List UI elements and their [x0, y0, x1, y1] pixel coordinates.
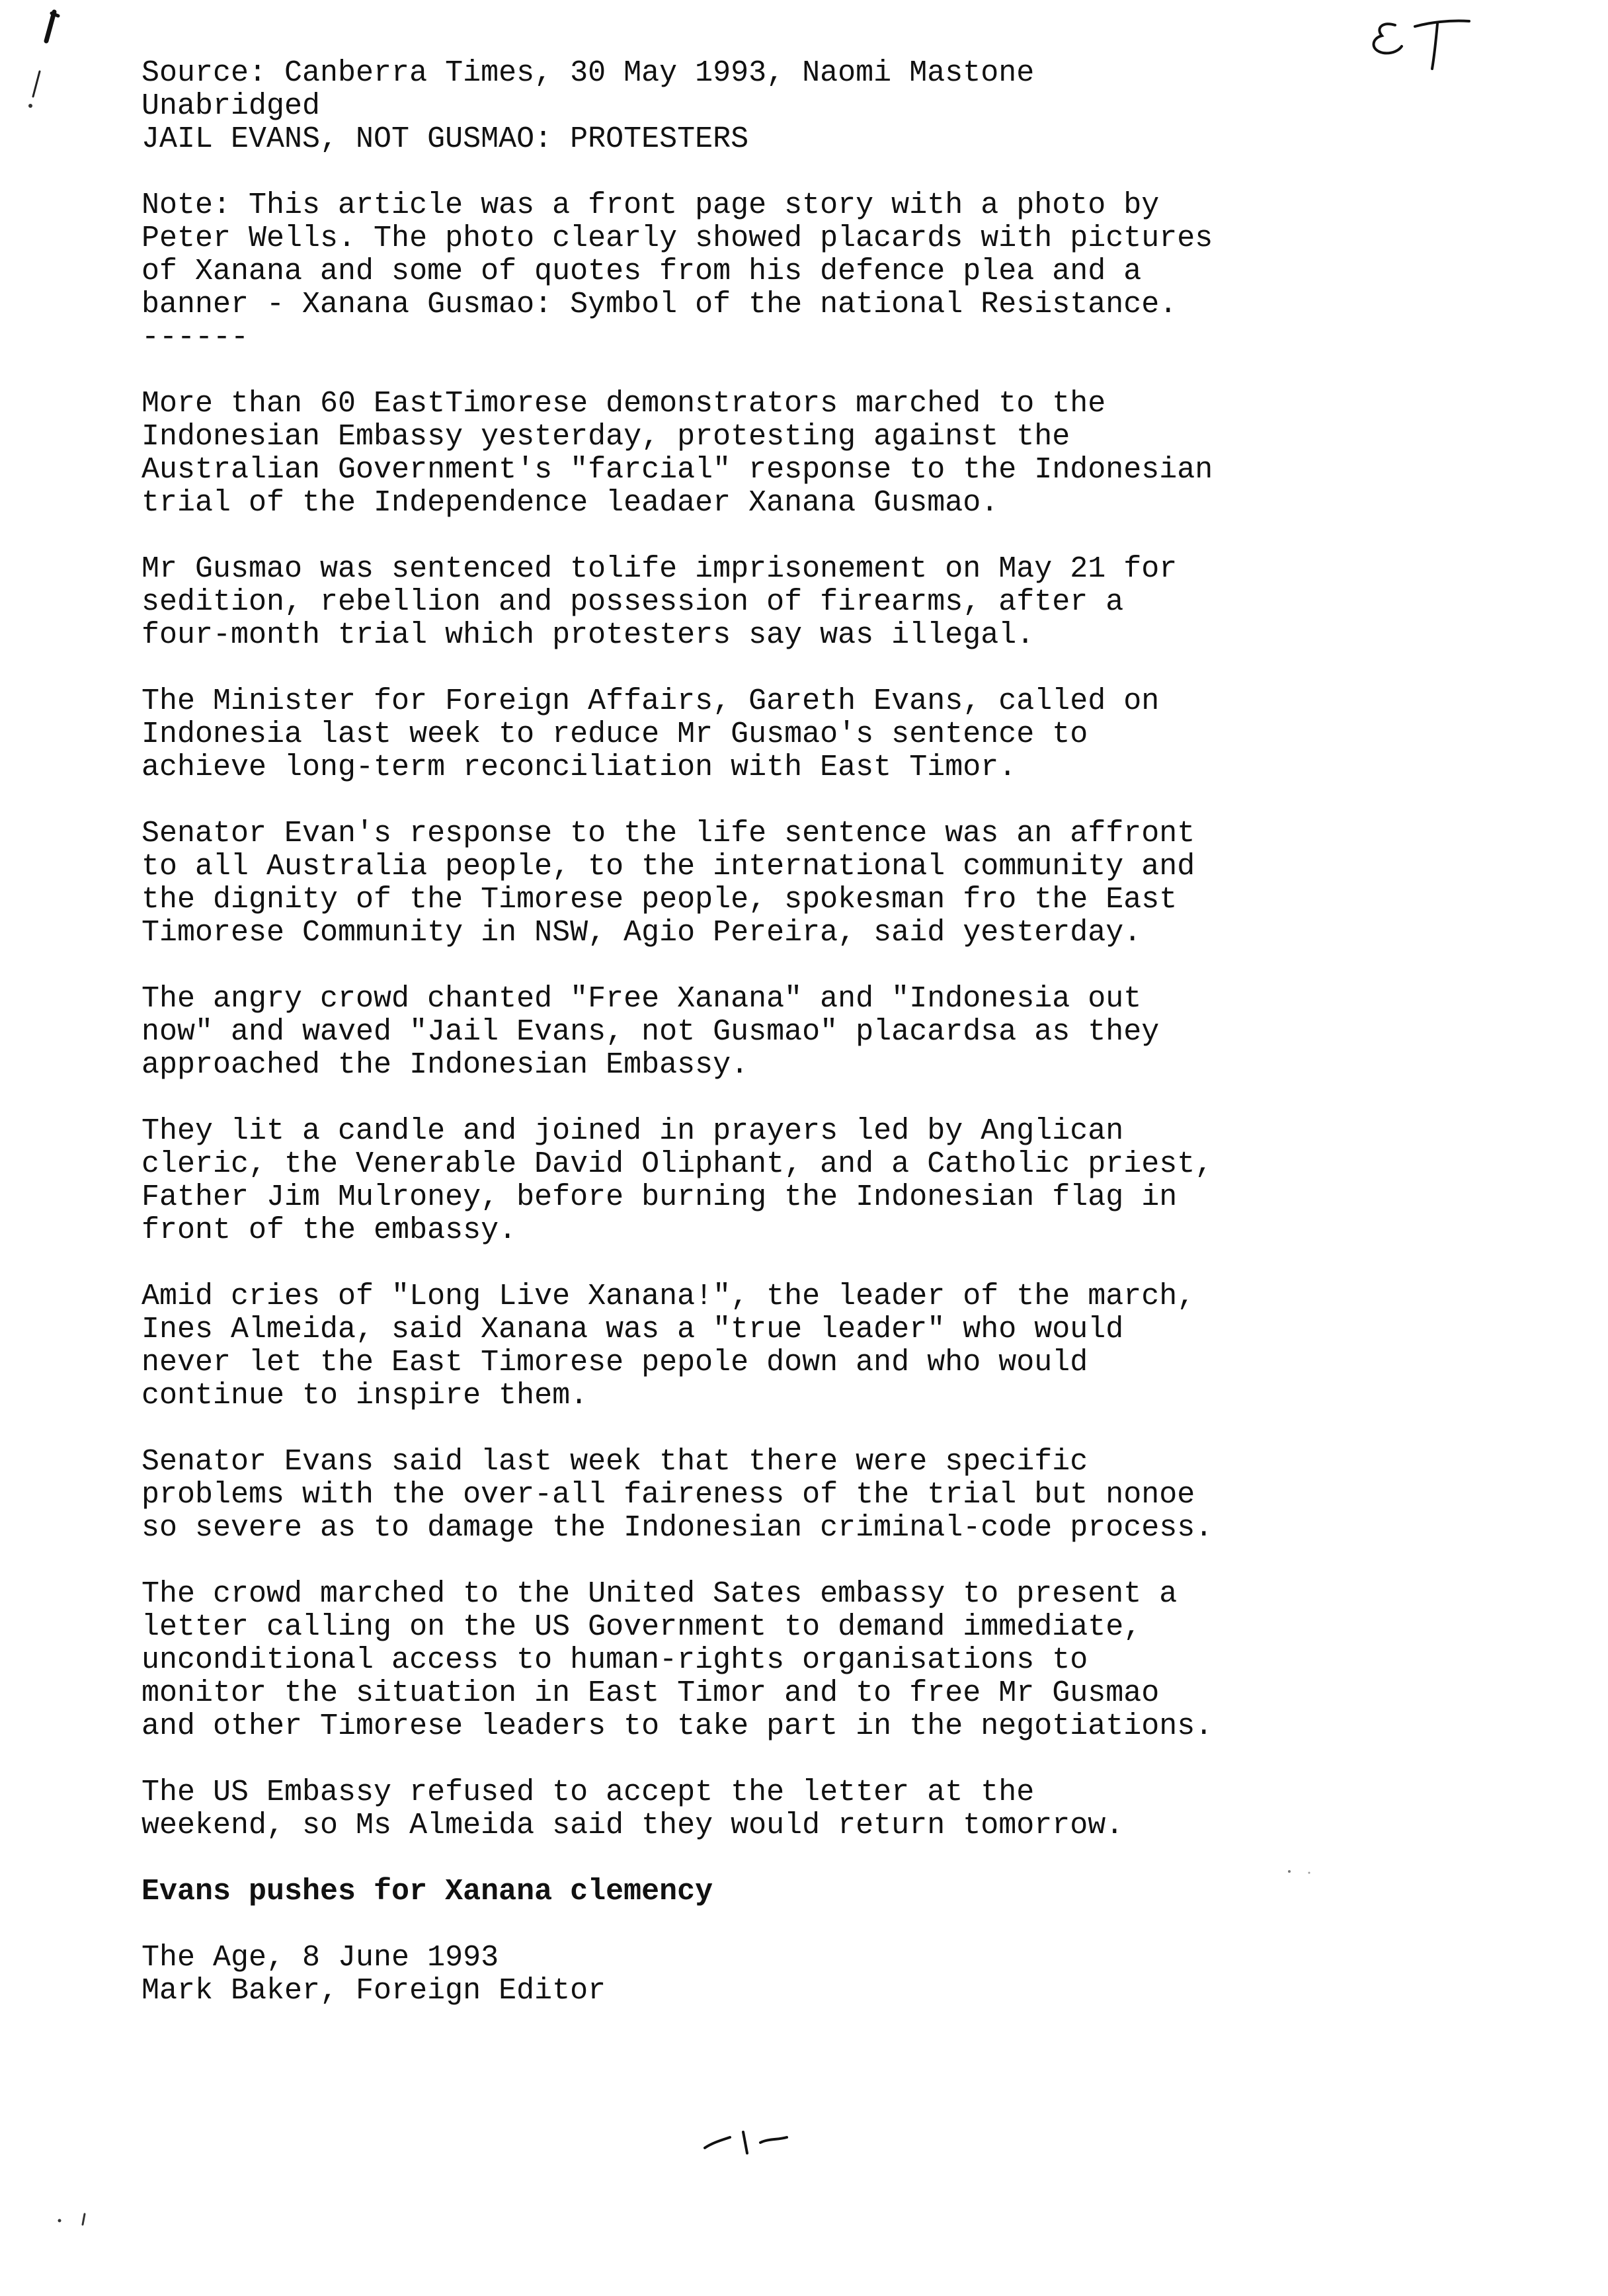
paragraph-line: to all Australia people, to the international community and — [141, 850, 1195, 883]
paragraph-line: The Minister for Foreign Affairs, Gareth Evans, called on — [141, 684, 1160, 718]
paragraph-line: monitor the situation in East Timor and to free Mr Gusmao — [141, 1676, 1160, 1710]
margin-pen-mark — [20, 7, 66, 119]
paragraph-line: Senator Evan's response to the life sentence was an affront — [141, 817, 1195, 850]
paragraph-line: four-month trial which protesters say was illegal. — [141, 618, 1035, 652]
paragraph-line: The angry crowd chanted "Free Xanana" and "Indonesia out — [141, 982, 1142, 1016]
article-paragraph — [141, 553, 1517, 652]
paragraph-line: weekend, so Ms Almeida said they would return tomorrow. — [141, 1809, 1124, 1842]
paragraph-line: Timorese Community in NSW, Agio Pereira, said yesterday. — [141, 916, 1142, 950]
next-article-credits — [141, 1942, 1517, 2008]
paragraph-line: trial of the Independence leadaer Xanana Gusmao. — [141, 486, 999, 520]
paragraph-line: sedition, rebellion and possession of firearms, after a — [141, 585, 1124, 619]
paragraph-line: front of the embassy. — [141, 1213, 517, 1247]
paragraph-line: The US Embassy refused to accept the letter at the — [141, 1776, 1035, 1809]
article-paragraph — [141, 1776, 1517, 1842]
paragraph-line: Indonesia last week to reduce Mr Gusmao's sentence to — [141, 718, 1088, 751]
article-header — [141, 57, 1517, 156]
paragraph-line: They lit a candle and joined in prayers led by Anglican — [141, 1114, 1124, 1148]
paragraph-line: The crowd marched to the United Sates embassy to present a — [141, 1577, 1178, 1611]
paragraph-line: cleric, the Venerable David Oliphant, and a Catholic priest, — [141, 1147, 1213, 1181]
paragraph-line: Ines Almeida, said Xanana was a "true leader" who would — [141, 1313, 1124, 1346]
article-paragraph — [141, 1115, 1517, 1247]
article-paragraph — [141, 388, 1517, 520]
paragraph-line: Senator Evans said last week that there were specific — [141, 1445, 1088, 1479]
paragraph-line: Indonesian Embassy yesterday, protesting against the — [141, 420, 1070, 454]
note-line: of Xanana and some of quotes from his defence plea and a — [141, 255, 1142, 288]
paragraph-line: More than 60 EastTimorese demonstrators marched to the — [141, 387, 1106, 421]
article-paragraph — [141, 983, 1517, 1082]
next-article-headline-block — [141, 1875, 1517, 1908]
article-headline: JAIL EVANS, NOT GUSMAO: PROTESTERS — [141, 122, 749, 156]
status-line: Unabridged — [141, 89, 321, 123]
paragraph-line: problems with the over-all faireness of the trial but nonoe — [141, 1478, 1195, 1512]
scan-mark — [53, 2209, 99, 2229]
paragraph-line: approached the Indonesian Embassy. — [141, 1048, 749, 1082]
paragraph-line: and other Timorese leaders to take part in the negotiations. — [141, 1709, 1213, 1743]
handwritten-page-number — [700, 2123, 792, 2162]
paragraph-line: continue to inspire them. — [141, 1379, 588, 1413]
article-paragraph — [141, 685, 1517, 784]
note-line: banner - Xanana Gusmao: Symbol of the national Resistance. — [141, 288, 1178, 321]
article-paragraph — [141, 1446, 1517, 1545]
note-divider: ------ — [141, 321, 249, 354]
paragraph-line: Father Jim Mulroney, before burning the Indonesian flag in — [141, 1180, 1178, 1214]
article-paragraph — [141, 1280, 1517, 1413]
paragraph-line: Mr Gusmao was sentenced tolife imprisonement on May 21 for — [141, 552, 1178, 586]
note-line: Note: This article was a front page story with a photo by — [141, 188, 1160, 222]
paragraph-line: unconditional access to human-rights organisations to — [141, 1643, 1088, 1677]
paragraph-line: achieve long-term reconciliation with East Timor. — [141, 751, 1017, 784]
note-line: Peter Wells. The photo clearly showed placards with pictures — [141, 222, 1213, 255]
next-article-headline: Evans pushes for Xanana clemency — [141, 1875, 713, 1908]
scan-speck — [1283, 1865, 1322, 1878]
paragraph-line: letter calling on the US Government to demand immediate, — [141, 1610, 1142, 1644]
editor-note — [141, 189, 1517, 354]
next-article-byline: Mark Baker, Foreign Editor — [141, 1974, 606, 2008]
paragraph-line: Amid cries of "Long Live Xanana!", the leader of the march, — [141, 1280, 1195, 1313]
next-article-source: The Age, 8 June 1993 — [141, 1941, 499, 1975]
paragraph-line: never let the East Timorese pepole down and who would — [141, 1346, 1088, 1379]
paragraph-line: the dignity of the Timorese people, spokesman fro the East — [141, 883, 1178, 917]
source-line: Source: Canberra Times, 30 May 1993, Naomi Mastone — [141, 56, 1035, 90]
paragraph-line: Australian Government's "farcial" response to the Indonesian — [141, 453, 1213, 487]
document-body — [141, 57, 1517, 2008]
paragraph-line: now" and waved "Jail Evans, not Gusmao" placardsa as they — [141, 1015, 1160, 1049]
paragraph-line: so severe as to damage the Indonesian criminal-code process. — [141, 1511, 1213, 1545]
article-paragraph — [141, 1578, 1517, 1743]
article-paragraph — [141, 817, 1517, 950]
